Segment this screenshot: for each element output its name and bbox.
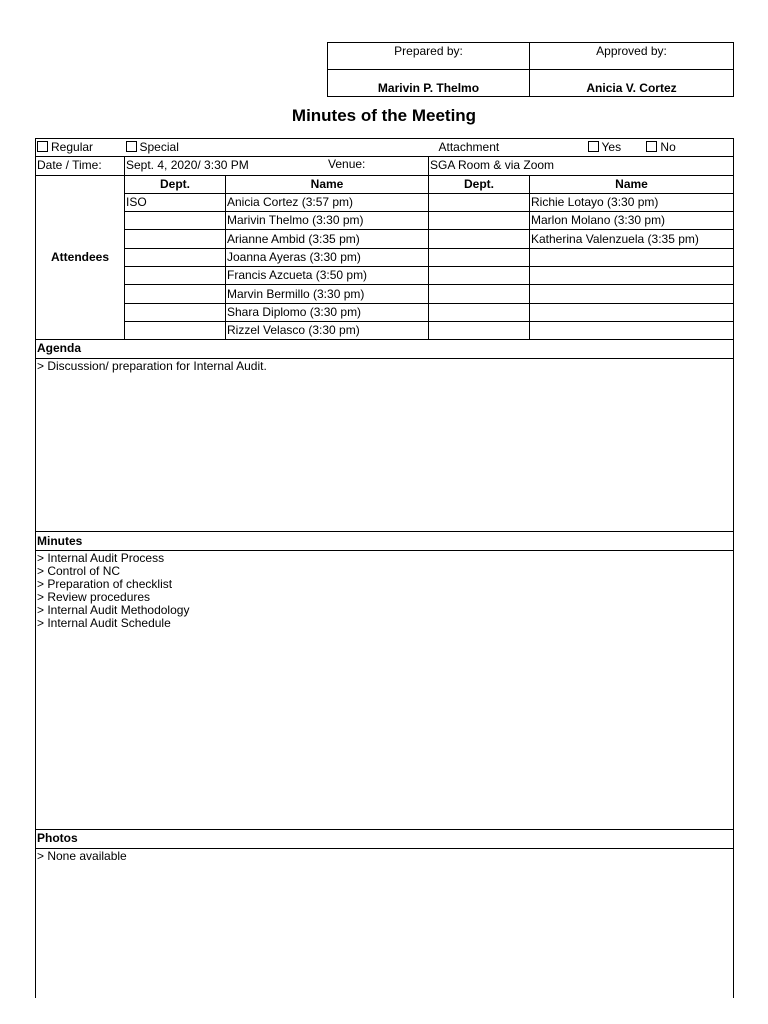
attendee-dept [429, 230, 530, 248]
attendee-name: Marvin Bermillo (3:30 pm) [226, 285, 429, 303]
special-checkbox[interactable] [126, 141, 137, 152]
minutes-form [35, 138, 734, 998]
attendee-dept [429, 193, 530, 211]
minutes-item: > Preparation of checklist [37, 576, 173, 591]
photos-body [36, 848, 734, 998]
attendee-row [36, 321, 734, 339]
approved-by-name: Anicia V. Cortez [530, 70, 734, 97]
attendee-name: Marivin Thelmo (3:30 pm) [226, 212, 429, 230]
attendee-row [36, 285, 734, 303]
agenda-item: > Discussion/ preparation for Internal Audit. [37, 358, 267, 373]
attendee-row [36, 267, 734, 285]
yes-label: Yes [601, 140, 622, 155]
minutes-item: > Internal Audit Process [37, 550, 165, 565]
date-venue-row [36, 157, 734, 175]
date-time-label: Date / Time: [36, 157, 125, 175]
attendee-dept [125, 285, 226, 303]
attendee-row [36, 230, 734, 248]
minutes-header-row [36, 532, 734, 550]
venue-label-overlay: Venue: [328, 157, 366, 171]
prepared-by-label: Prepared by: [328, 43, 530, 70]
attendee-name: Anicia Cortez (3:57 pm) [226, 193, 429, 211]
agenda-body-row [36, 358, 734, 532]
approved-by-label: Approved by: [530, 43, 734, 70]
special-label: Special [139, 140, 179, 155]
spacer-cell [226, 139, 429, 157]
attendee-name [530, 321, 734, 339]
regular-label: Regular [51, 140, 94, 155]
attendee-dept [429, 212, 530, 230]
agenda-label: Agenda [36, 340, 734, 358]
regular-checkbox[interactable] [37, 141, 48, 152]
attendee-dept: ISO [125, 193, 226, 211]
attendee-dept [429, 285, 530, 303]
attendee-row [36, 193, 734, 211]
meeting-type-row [36, 139, 734, 157]
attendee-dept [429, 303, 530, 321]
attendee-dept [125, 303, 226, 321]
minutes-item: > Review procedures [37, 589, 151, 604]
minutes-body-row [36, 550, 734, 830]
attendee-dept [125, 321, 226, 339]
attendees-label: Attendees [36, 175, 125, 340]
prepared-by-name: Marivin P. Thelmo [328, 70, 530, 97]
photos-item: > None available [37, 848, 127, 863]
page-title: Minutes of the Meeting [291, 106, 477, 125]
yes-checkbox[interactable] [588, 141, 599, 152]
venue-divider [428, 157, 429, 174]
date-time-value: Sept. 4, 2020/ 3:30 PM [125, 157, 429, 175]
attendee-dept [125, 248, 226, 266]
photos-label: Photos [36, 830, 734, 848]
venue-inner [429, 157, 734, 174]
attendee-name: Shara Diplomo (3:30 pm) [226, 303, 429, 321]
attachment-options [530, 139, 734, 157]
attendee-dept [125, 230, 226, 248]
venue-cell [429, 157, 734, 175]
no-checkbox[interactable] [646, 141, 657, 152]
attendee-row [36, 303, 734, 321]
dept-header-right: Dept. [429, 175, 530, 193]
attendee-name: Richie Lotayo (3:30 pm) [530, 193, 734, 211]
photos-header-row [36, 830, 734, 848]
agenda-header-row [36, 340, 734, 358]
attendee-row [36, 248, 734, 266]
attendee-name: Arianne Ambid (3:35 pm) [226, 230, 429, 248]
attendee-name: Katherina Valenzuela (3:35 pm) [530, 230, 734, 248]
photos-body-row [36, 848, 734, 998]
attendee-row [36, 212, 734, 230]
attendee-name [530, 267, 734, 285]
no-label: No [660, 140, 676, 155]
name-header-right: Name [530, 175, 734, 193]
attendee-dept [125, 267, 226, 285]
regular-option[interactable] [36, 139, 125, 157]
minutes-item: > Internal Audit Methodology [37, 602, 190, 617]
attendee-name: Marlon Molano (3:30 pm) [530, 212, 734, 230]
minutes-label: Minutes [36, 532, 734, 550]
attendee-name [530, 248, 734, 266]
minutes-body [36, 550, 734, 830]
venue-value: SGA Room & via Zoom [430, 158, 555, 173]
dept-header-left: Dept. [125, 175, 226, 193]
attendee-name: Joanna Ayeras (3:30 pm) [226, 248, 429, 266]
name-header-left: Name [226, 175, 429, 193]
attendee-dept [125, 212, 226, 230]
attendee-name [530, 285, 734, 303]
attendee-dept [429, 267, 530, 285]
agenda-body [36, 358, 734, 532]
attachment-label: Attachment [429, 139, 530, 157]
minutes-item: > Control of NC [37, 563, 121, 578]
attendee-name: Rizzel Velasco (3:30 pm) [226, 321, 429, 339]
attendee-name [530, 303, 734, 321]
special-option[interactable] [125, 139, 226, 157]
attendee-name: Francis Azcueta (3:50 pm) [226, 267, 429, 285]
minutes-item: > Internal Audit Schedule [37, 615, 171, 630]
attendee-dept [429, 248, 530, 266]
signoff-table [327, 42, 734, 97]
attendee-dept [429, 321, 530, 339]
attendees-header-row [36, 175, 734, 193]
